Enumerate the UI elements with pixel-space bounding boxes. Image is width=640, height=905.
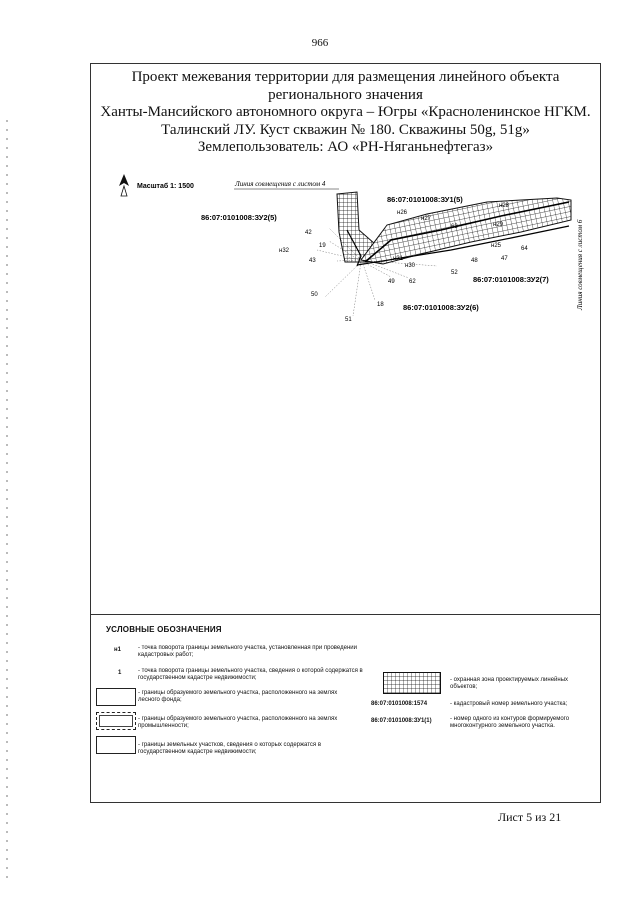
point-label: 47 [501, 256, 508, 262]
point-label: н31 [393, 256, 403, 262]
point-label: 48 [471, 258, 478, 264]
point-label: 51 [345, 317, 352, 323]
point-label: 50 [311, 292, 318, 298]
legend-text: - точка поворота границы земельного участка, сведения о которой содержатся в государственном кадастре недвижимости; [138, 668, 363, 681]
point-label: 18 [377, 302, 384, 308]
point-label: 42 [305, 230, 312, 236]
legend-symbol-contour-number: 86:07:0101008:ЗУ1(1) [371, 718, 432, 724]
point-label: 52 [451, 270, 458, 276]
point-label: н29 [493, 222, 503, 228]
point-label: 49 [388, 279, 395, 285]
legend-text: - границы земельных участков, сведения о которых содержатся в государственном кадастре недвижимости; [138, 742, 322, 755]
legend-text: - охранная зона проектируемых линейных объектов; [450, 677, 569, 690]
legend-divider [91, 614, 600, 615]
legend-text: - границы образуемого земельного участка, расположенного на землях промышленности; [138, 716, 338, 729]
legend-symbol-industry-boundary [96, 712, 136, 730]
joint-line-top: Линия совмещения с листом 4 [235, 180, 326, 188]
sheet-number: Лист 5 из 21 [498, 810, 562, 824]
point-label: 19 [319, 243, 326, 249]
parcel-label-zu2-7: 86:07:0101008:ЗУ2(7) [473, 275, 549, 284]
point-label: 64 [521, 246, 528, 252]
parcel-label-zu2-5: 86:07:0101008:ЗУ2(5) [201, 213, 277, 222]
title-line-5: Землепользователь: АО «РН-Няганьнефтегаз» [197, 139, 494, 155]
legend-symbol-protection-zone [383, 672, 441, 694]
point-label: н27 [421, 216, 431, 222]
legend-symbol-new-point: н1 [114, 647, 121, 653]
point-label: н26 [397, 210, 407, 216]
legend-text: - кадастровый номер земельного участка; [450, 701, 568, 707]
north-arrow-icon [119, 174, 129, 196]
margin-ticks [6, 120, 8, 880]
joint-line-right: Линия совмещения с листом 6 [576, 219, 584, 310]
point-label: н30 [405, 263, 415, 269]
point-label: н32 [279, 248, 289, 254]
parcel-label-zu1-5: 86:07:0101008:ЗУ1(5) [387, 195, 463, 204]
legend-text: - точка поворота границы земельного участка, установленная при проведении кадастровых работ; [138, 645, 357, 658]
parcel-label-zu2-6: 86:07:0101008:ЗУ2(6) [403, 303, 479, 312]
page-number: 966 [311, 37, 329, 49]
point-label: н28 [499, 203, 509, 209]
legend-heading: УСЛОВНЫЕ ОБОЗНАЧЕНИЯ [106, 625, 222, 634]
point-label: н25 [491, 243, 501, 249]
title-line-3: Ханты-Мансийского автономного округа – Югры «Красноленинское НГКМ. [100, 104, 591, 120]
legend-symbol-forest-boundary [96, 688, 136, 706]
title-line-4: Талинский ЛУ. Куст скважин № 180. Скважины 50g, 51g» [161, 121, 530, 138]
point-label: 62 [409, 279, 416, 285]
legend-text: - границы образуемого земельного участка, расположенного на землях лесного фонда; [138, 690, 338, 703]
cadastral-map [91, 170, 600, 370]
map-scale: Масштаб 1: 1500 [137, 183, 194, 190]
legend-symbol-registered-boundary [96, 736, 136, 754]
legend-symbol-existing-point: 1 [118, 670, 122, 676]
point-label: 63 [451, 224, 458, 230]
legend-symbol-cadastral-number: 86:07:0101008:1574 [371, 701, 428, 707]
legend-text: - номер одного из контуров формируемого многоконтурного земельного участка. [450, 716, 570, 729]
title-line-1: Проект межевания территории для размещения линейного объекта [131, 69, 560, 85]
point-label: 43 [309, 258, 316, 264]
title-line-2: регионального значения [268, 86, 423, 103]
page-title [92, 69, 599, 157]
